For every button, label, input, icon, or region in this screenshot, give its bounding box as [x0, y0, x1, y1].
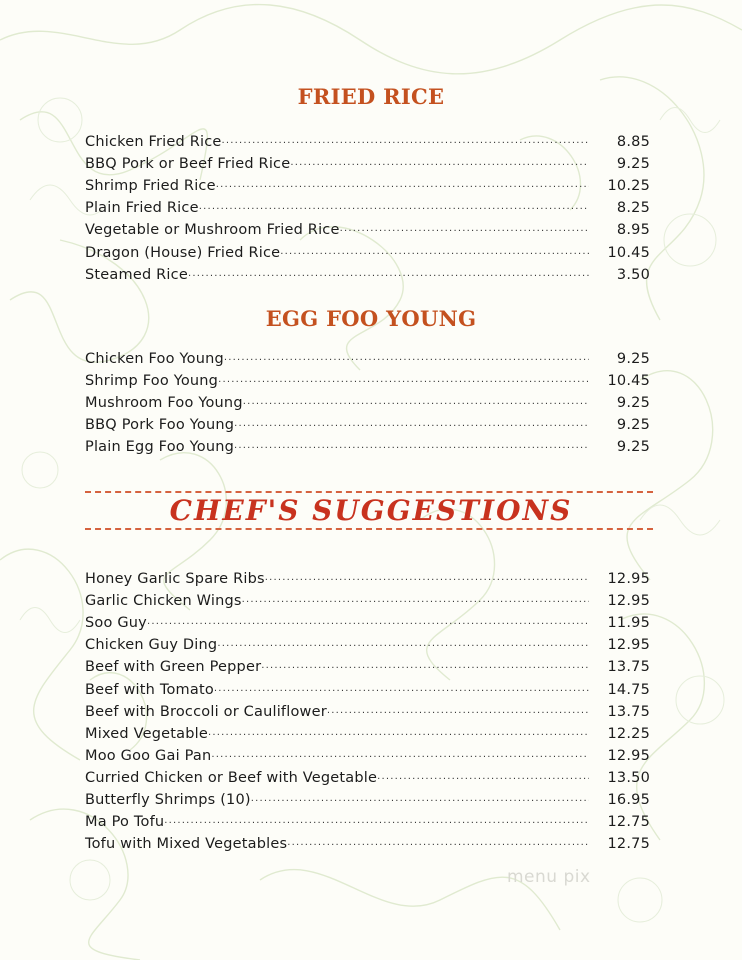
item-name: Steamed Rice [85, 266, 188, 283]
item-name: Beef with Tomato [85, 681, 214, 698]
menu-item [85, 720, 650, 742]
item-price: 12.95 [607, 571, 650, 588]
dot-leader [216, 180, 589, 190]
item-price: 12.75 [607, 814, 650, 831]
menu-item [85, 742, 650, 764]
item-price: 3.50 [616, 266, 650, 283]
item-name: Chicken Guy Ding [85, 637, 218, 654]
dot-leader [208, 728, 589, 738]
dot-leader [234, 441, 589, 451]
menu-item [85, 587, 650, 609]
item-name: BBQ Pork Foo Young [85, 417, 235, 434]
item-name: Chicken Foo Young [85, 351, 224, 368]
divider-top [85, 491, 653, 493]
menu-item [85, 216, 650, 238]
menu-item [85, 565, 650, 587]
item-name: Soo Guy [85, 615, 147, 632]
item-price: 12.95 [607, 593, 650, 610]
item-name: BBQ Pork or Beef Fried Rice [85, 156, 291, 173]
dot-leader [224, 353, 589, 363]
item-price: 12.25 [607, 725, 650, 742]
item-name: Mixed Vegetable [85, 725, 208, 742]
chefs-suggestions-list [85, 565, 650, 852]
menu-item [85, 238, 650, 260]
item-price: 13.75 [607, 703, 650, 720]
dot-leader [265, 573, 589, 583]
dot-leader [340, 224, 589, 234]
dot-leader [222, 136, 589, 146]
watermark-text: menu pix [507, 867, 591, 887]
menu-item [85, 172, 650, 194]
item-name: Chicken Fried Rice [85, 134, 222, 151]
section-title-chefs-suggestions: CHEF'S SUGGESTIONS [169, 494, 573, 527]
item-name: Honey Garlic Spare Ribs [85, 571, 265, 588]
menu-item [85, 830, 650, 852]
dot-leader [280, 247, 589, 257]
item-name: Dragon (House) Fried Rice [85, 244, 281, 261]
item-price: 8.25 [616, 200, 650, 217]
item-price: 12.95 [607, 747, 650, 764]
dot-leader [242, 595, 589, 605]
menu-item [85, 433, 650, 455]
item-price: 12.95 [607, 637, 650, 654]
menu-item [85, 631, 650, 653]
section-title-egg-foo-young: EGG FOO YOUNG [265, 306, 477, 331]
dot-leader [251, 794, 589, 804]
dot-leader [199, 202, 589, 212]
item-name: Plain Fried Rice [85, 200, 199, 217]
dot-leader [290, 158, 589, 168]
item-name: Vegetable or Mushroom Fried Rice [85, 222, 340, 239]
dot-leader [164, 816, 589, 826]
item-name: Shrimp Foo Young [85, 373, 219, 390]
item-name: Garlic Chicken Wings [85, 593, 242, 610]
item-name: Plain Egg Foo Young [85, 439, 235, 456]
dot-leader [218, 375, 589, 385]
item-price: 16.95 [607, 792, 650, 809]
item-price: 9.25 [616, 351, 650, 368]
item-name: Moo Goo Gai Pan [85, 747, 212, 764]
dot-leader [287, 838, 589, 848]
item-name: Butterfly Shrimps (10) [85, 792, 251, 809]
item-price: 9.25 [616, 156, 650, 173]
item-name: Shrimp Fried Rice [85, 178, 216, 195]
menu-item [85, 786, 650, 808]
dot-leader [211, 750, 589, 760]
dot-leader [214, 684, 589, 694]
divider-bottom [85, 528, 653, 530]
menu-item [85, 150, 650, 172]
dot-leader [261, 661, 589, 671]
menu-item [85, 764, 650, 786]
dot-leader [327, 706, 589, 716]
item-price: 14.75 [607, 681, 650, 698]
dot-leader [234, 419, 589, 429]
item-name: Beef with Green Pepper [85, 659, 262, 676]
item-price: 8.95 [616, 222, 650, 239]
menu-item [85, 367, 650, 389]
menu-item [85, 609, 650, 631]
item-name: Tofu with Mixed Vegetables [85, 836, 288, 853]
item-price: 9.25 [616, 417, 650, 434]
menu-item [85, 808, 650, 830]
item-price: 8.85 [616, 134, 650, 151]
item-price: 10.25 [607, 178, 650, 195]
section-title-fried-rice: FRIED RICE [297, 84, 445, 109]
item-name: Mushroom Foo Young [85, 395, 243, 412]
fried-rice-list [85, 128, 650, 283]
item-name: Beef with Broccoli or Cauliflower [85, 703, 327, 720]
menu-item [85, 389, 650, 411]
item-price: 13.50 [607, 769, 650, 786]
menu-item [85, 675, 650, 697]
menu-item [85, 698, 650, 720]
dot-leader [377, 772, 589, 782]
dot-leader [147, 617, 589, 627]
menu-item [85, 261, 650, 283]
dot-leader [243, 397, 589, 407]
dot-leader [217, 639, 589, 649]
item-price: 11.95 [607, 615, 650, 632]
item-name: Ma Po Tofu [85, 814, 165, 831]
item-price: 12.75 [607, 836, 650, 853]
item-price: 9.25 [616, 395, 650, 412]
item-name: Curried Chicken or Beef with Vegetable [85, 769, 378, 786]
item-price: 10.45 [607, 373, 650, 390]
item-price: 13.75 [607, 659, 650, 676]
menu-item [85, 128, 650, 150]
item-price: 10.45 [607, 244, 650, 261]
dot-leader [188, 269, 589, 279]
menu-item [85, 653, 650, 675]
menu-item [85, 411, 650, 433]
item-price: 9.25 [616, 439, 650, 456]
menu-item [85, 194, 650, 216]
egg-foo-young-list [85, 345, 650, 455]
menu-item [85, 345, 650, 367]
